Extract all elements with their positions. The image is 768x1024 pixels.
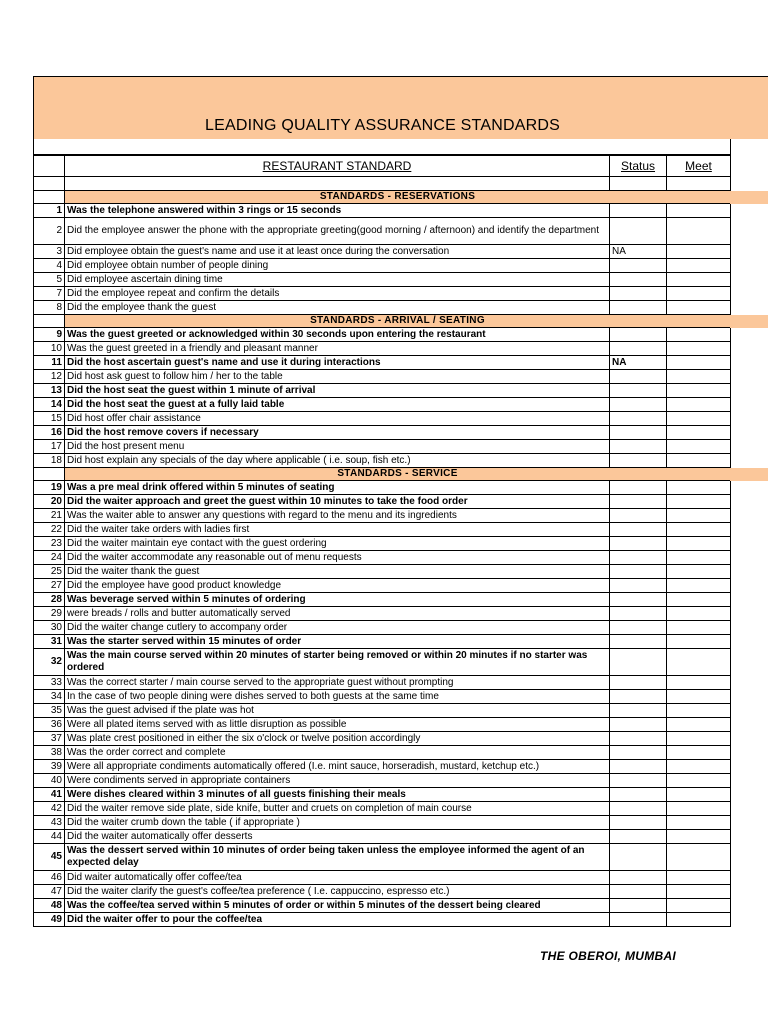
status-cell — [610, 204, 667, 218]
standard-text: Did the host seat the guest at a fully laid table — [65, 398, 610, 412]
meet-cell — [667, 899, 731, 913]
status-cell — [610, 342, 667, 356]
row-number: 23 — [34, 537, 65, 551]
status-cell — [610, 426, 667, 440]
meet-cell — [667, 816, 731, 830]
standard-row — [34, 816, 731, 830]
status-cell — [610, 760, 667, 774]
row-number: 19 — [34, 481, 65, 495]
status-cell — [610, 440, 667, 454]
status-cell — [610, 218, 667, 245]
status-cell — [610, 649, 667, 676]
standard-row — [34, 356, 731, 370]
row-number: 7 — [34, 287, 65, 301]
row-number: 47 — [34, 885, 65, 899]
row-number: 41 — [34, 788, 65, 802]
standard-text: Was the telephone answered within 3 rings or 15 seconds — [65, 204, 610, 218]
row-number: 30 — [34, 621, 65, 635]
row-number: 37 — [34, 732, 65, 746]
meet-cell — [667, 218, 731, 245]
row-number: 12 — [34, 370, 65, 384]
row-number: 35 — [34, 704, 65, 718]
section-header-row — [34, 191, 731, 204]
standard-row — [34, 273, 731, 287]
meet-cell — [667, 579, 731, 593]
standard-text: Was the correct starter / main course served to the appropriate guest without prompting — [65, 676, 610, 690]
standard-text: Did host ask guest to follow him / her to the table — [65, 370, 610, 384]
status-cell — [610, 635, 667, 649]
standard-text: Was the guest advised if the plate was hot — [65, 704, 610, 718]
status-cell — [610, 885, 667, 899]
status-cell: NA — [610, 245, 667, 259]
standard-text: Was the waiter able to answer any questions with regard to the menu and its ingredients — [65, 509, 610, 523]
meet-cell — [667, 871, 731, 885]
row-number: 10 — [34, 342, 65, 356]
status-cell — [610, 690, 667, 704]
row-number: 45 — [34, 844, 65, 871]
status-cell — [610, 913, 667, 927]
row-number: 42 — [34, 802, 65, 816]
section-label: STANDARDS - RESERVATIONS — [65, 191, 731, 204]
standard-row — [34, 537, 731, 551]
standard-text: Was the guest greeted or acknowledged within 30 seconds upon entering the restaurant — [65, 328, 610, 342]
title-banner — [33, 76, 768, 139]
standard-row — [34, 551, 731, 565]
standards-table — [33, 155, 731, 927]
standard-row — [34, 830, 731, 844]
row-number: 34 — [34, 690, 65, 704]
section-band-extension — [730, 468, 768, 481]
status-cell — [610, 579, 667, 593]
meet-cell — [667, 621, 731, 635]
row-number: 17 — [34, 440, 65, 454]
row-number: 9 — [34, 328, 65, 342]
standard-text: Did the waiter take orders with ladies first — [65, 523, 610, 537]
standard-text: Did the employee thank the guest — [65, 301, 610, 315]
meet-cell — [667, 426, 731, 440]
row-number: 16 — [34, 426, 65, 440]
standard-text: Was the dessert served within 10 minutes of order being taken unless the employee informed the agent of an expected delay — [65, 844, 610, 871]
standard-text: Did host offer chair assistance — [65, 412, 610, 426]
meet-cell — [667, 537, 731, 551]
meet-cell — [667, 356, 731, 370]
standard-text: Did employee ascertain dining time — [65, 273, 610, 287]
status-cell — [610, 328, 667, 342]
status-cell — [610, 509, 667, 523]
hotel-name: THE OBEROI, MUMBAI — [540, 949, 677, 963]
standard-row — [34, 328, 731, 342]
standard-text: Did the waiter offer to pour the coffee/tea — [65, 913, 610, 927]
row-number: 5 — [34, 273, 65, 287]
status-cell — [610, 370, 667, 384]
section-header-row — [34, 315, 731, 328]
standard-row — [34, 245, 731, 259]
standard-text: Did the waiter approach and greet the guest within 10 minutes to take the food order — [65, 495, 610, 509]
standard-row — [34, 607, 731, 621]
meet-cell — [667, 328, 731, 342]
meet-cell — [667, 273, 731, 287]
status-cell — [610, 899, 667, 913]
section-label: STANDARDS - ARRIVAL / SEATING — [65, 315, 731, 328]
standard-text: Was a pre meal drink offered within 5 minutes of seating — [65, 481, 610, 495]
row-number: 49 — [34, 913, 65, 927]
row-number: 38 — [34, 746, 65, 760]
standard-row — [34, 481, 731, 495]
checklist-sheet — [33, 76, 768, 927]
status-cell: NA — [610, 356, 667, 370]
row-number: 39 — [34, 760, 65, 774]
row-number: 13 — [34, 384, 65, 398]
standard-row — [34, 649, 731, 676]
standard-text: Did the employee repeat and confirm the details — [65, 287, 610, 301]
standard-text: Did the waiter thank the guest — [65, 565, 610, 579]
row-number: 1 — [34, 204, 65, 218]
row-number: 11 — [34, 356, 65, 370]
meet-cell — [667, 788, 731, 802]
standard-row — [34, 509, 731, 523]
standard-row — [34, 871, 731, 885]
standard-row — [34, 635, 731, 649]
num-header — [34, 156, 65, 177]
meet-cell — [667, 732, 731, 746]
standard-text: Were all plated items served with as little disruption as possible — [65, 718, 610, 732]
standard-text: Were condiments served in appropriate containers — [65, 774, 610, 788]
meet-cell — [667, 287, 731, 301]
row-number: 28 — [34, 593, 65, 607]
status-cell — [610, 384, 667, 398]
standard-text: Did the employee have good product knowledge — [65, 579, 610, 593]
standard-row — [34, 398, 731, 412]
standard-text: Did the host seat the guest within 1 minute of arrival — [65, 384, 610, 398]
standard-text: Did employee obtain the guest's name and use it at least once during the conversation — [65, 245, 610, 259]
standard-row — [34, 454, 731, 468]
row-number: 8 — [34, 301, 65, 315]
standard-row — [34, 384, 731, 398]
standard-row — [34, 218, 731, 245]
status-cell — [610, 802, 667, 816]
meet-cell — [667, 301, 731, 315]
standard-text: Was the main course served within 20 minutes of starter being removed or within 20 minutes if no starter was ordered — [65, 649, 610, 676]
blank-row — [34, 177, 731, 191]
meet-cell — [667, 635, 731, 649]
meet-cell — [667, 607, 731, 621]
status-cell — [610, 844, 667, 871]
row-number: 33 — [34, 676, 65, 690]
standard-row — [34, 412, 731, 426]
meet-cell — [667, 370, 731, 384]
row-number: 40 — [34, 774, 65, 788]
standard-row — [34, 885, 731, 899]
standard-text: Did the employee answer the phone with the appropriate greeting(good morning / afternoon) and identify the department — [65, 218, 610, 245]
status-cell — [610, 412, 667, 426]
status-cell — [610, 676, 667, 690]
status-cell — [610, 732, 667, 746]
meet-cell — [667, 523, 731, 537]
standard-row — [34, 913, 731, 927]
status-header: Status — [610, 156, 667, 177]
standard-text: Were dishes cleared within 3 minutes of all guests finishing their meals — [65, 788, 610, 802]
status-cell — [610, 523, 667, 537]
status-cell — [610, 871, 667, 885]
section-band-extension — [730, 191, 768, 204]
section-num-cell — [34, 468, 65, 481]
meet-cell — [667, 774, 731, 788]
status-cell — [610, 537, 667, 551]
standard-row — [34, 301, 731, 315]
standard-row — [34, 440, 731, 454]
standard-row — [34, 342, 731, 356]
row-number: 4 — [34, 259, 65, 273]
standard-row — [34, 844, 731, 871]
standard-text: Did host explain any specials of the day where applicable ( i.e. soup, fish etc.) — [65, 454, 610, 468]
meet-cell — [667, 454, 731, 468]
row-number: 43 — [34, 816, 65, 830]
row-number: 2 — [34, 218, 65, 245]
status-cell — [610, 704, 667, 718]
standard-row — [34, 593, 731, 607]
standard-row — [34, 774, 731, 788]
row-number: 14 — [34, 398, 65, 412]
row-number: 27 — [34, 579, 65, 593]
meet-cell — [667, 676, 731, 690]
standard-row — [34, 802, 731, 816]
meet-cell — [667, 690, 731, 704]
status-cell — [610, 788, 667, 802]
row-number: 36 — [34, 718, 65, 732]
meet-cell — [667, 495, 731, 509]
meet-cell — [667, 844, 731, 871]
status-cell — [610, 454, 667, 468]
status-cell — [610, 607, 667, 621]
row-number: 46 — [34, 871, 65, 885]
meet-cell — [667, 913, 731, 927]
spacer-row — [33, 139, 731, 155]
standard-row — [34, 788, 731, 802]
standard-text: Was the guest greeted in a friendly and pleasant manner — [65, 342, 610, 356]
standard-text: Did the host remove covers if necessary — [65, 426, 610, 440]
standard-row — [34, 579, 731, 593]
status-cell — [610, 398, 667, 412]
meet-cell — [667, 704, 731, 718]
standard-text: Were all appropriate condiments automatically offered (I.e. mint sauce, horseradish, mustard, ketchup etc.) — [65, 760, 610, 774]
meet-cell — [667, 802, 731, 816]
row-number: 29 — [34, 607, 65, 621]
standard-text: Did the waiter crumb down the table ( if appropriate ) — [65, 816, 610, 830]
meet-cell — [667, 649, 731, 676]
standard-text: Did the host ascertain guest's name and use it during interactions — [65, 356, 610, 370]
standard-header: RESTAURANT STANDARD — [65, 156, 610, 177]
standard-text: Did the host present menu — [65, 440, 610, 454]
meet-cell — [667, 481, 731, 495]
standard-text: Did the waiter automatically offer desserts — [65, 830, 610, 844]
status-cell — [610, 481, 667, 495]
meet-cell — [667, 204, 731, 218]
status-cell — [610, 816, 667, 830]
meet-cell — [667, 398, 731, 412]
meet-cell — [667, 746, 731, 760]
standard-row — [34, 523, 731, 537]
status-cell — [610, 287, 667, 301]
standard-row — [34, 287, 731, 301]
row-number: 32 — [34, 649, 65, 676]
standard-text: Was the starter served within 15 minutes of order — [65, 635, 610, 649]
status-cell — [610, 259, 667, 273]
meet-cell — [667, 718, 731, 732]
row-number: 15 — [34, 412, 65, 426]
status-cell — [610, 593, 667, 607]
row-number: 24 — [34, 551, 65, 565]
section-num-cell — [34, 191, 65, 204]
meet-cell — [667, 565, 731, 579]
status-cell — [610, 551, 667, 565]
meet-cell — [667, 509, 731, 523]
blank-cell — [34, 177, 65, 191]
blank-cell — [65, 177, 610, 191]
standard-text: In the case of two people dining were dishes served to both guests at the same time — [65, 690, 610, 704]
status-cell — [610, 565, 667, 579]
standard-text: Was plate crest positioned in either the six o'clock or twelve position accordingly — [65, 732, 610, 746]
row-number: 25 — [34, 565, 65, 579]
standard-row — [34, 746, 731, 760]
standard-row — [34, 621, 731, 635]
standard-row — [34, 676, 731, 690]
standard-row — [34, 565, 731, 579]
status-cell — [610, 301, 667, 315]
status-cell — [610, 774, 667, 788]
standard-text: Was the order correct and complete — [65, 746, 610, 760]
section-band-extension — [730, 315, 768, 328]
row-number: 20 — [34, 495, 65, 509]
meet-cell — [667, 245, 731, 259]
status-cell — [610, 746, 667, 760]
standard-text: Did the waiter accommodate any reasonable out of menu requests — [65, 551, 610, 565]
standard-row — [34, 760, 731, 774]
meet-cell — [667, 342, 731, 356]
section-label: STANDARDS - SERVICE — [65, 468, 731, 481]
status-cell — [610, 830, 667, 844]
meet-cell — [667, 412, 731, 426]
standard-row — [34, 704, 731, 718]
standard-row — [34, 495, 731, 509]
row-number: 48 — [34, 899, 65, 913]
standard-text: Was the coffee/tea served within 5 minutes of order or within 5 minutes of the dessert being cleared — [65, 899, 610, 913]
standard-text: Did the waiter clarify the guest's coffee/tea preference ( I.e. cappuccino, espresso etc.) — [65, 885, 610, 899]
status-cell — [610, 718, 667, 732]
standard-text: Did the waiter remove side plate, side knife, butter and cruets on completion of main course — [65, 802, 610, 816]
status-cell — [610, 621, 667, 635]
standard-text: were breads / rolls and butter automatically served — [65, 607, 610, 621]
standard-text: Did the waiter maintain eye contact with the guest ordering — [65, 537, 610, 551]
meet-cell — [667, 384, 731, 398]
row-number: 3 — [34, 245, 65, 259]
standard-row — [34, 370, 731, 384]
meet-cell — [667, 259, 731, 273]
meet-cell — [667, 760, 731, 774]
standard-row — [34, 899, 731, 913]
blank-cell — [610, 177, 667, 191]
meet-cell — [667, 440, 731, 454]
status-cell — [610, 273, 667, 287]
standard-row — [34, 204, 731, 218]
meet-cell — [667, 551, 731, 565]
standard-row — [34, 259, 731, 273]
row-number: 18 — [34, 454, 65, 468]
row-number: 21 — [34, 509, 65, 523]
standard-row — [34, 718, 731, 732]
standard-text: Did the waiter change cutlery to accompany order — [65, 621, 610, 635]
standard-row — [34, 690, 731, 704]
meet-header: Meet — [667, 156, 731, 177]
page-title: LEADING QUALITY ASSURANCE STANDARDS — [205, 117, 560, 134]
standard-text: Did waiter automatically offer coffee/tea — [65, 871, 610, 885]
standard-row — [34, 426, 731, 440]
row-number: 31 — [34, 635, 65, 649]
row-number: 44 — [34, 830, 65, 844]
column-header-row — [34, 156, 731, 177]
standard-row — [34, 732, 731, 746]
row-number: 22 — [34, 523, 65, 537]
blank-cell — [667, 177, 731, 191]
standard-text: Did employee obtain number of people dining — [65, 259, 610, 273]
section-num-cell — [34, 315, 65, 328]
status-cell — [610, 495, 667, 509]
standard-text: Was beverage served within 5 minutes of ordering — [65, 593, 610, 607]
meet-cell — [667, 830, 731, 844]
meet-cell — [667, 885, 731, 899]
section-header-row — [34, 468, 731, 481]
meet-cell — [667, 593, 731, 607]
